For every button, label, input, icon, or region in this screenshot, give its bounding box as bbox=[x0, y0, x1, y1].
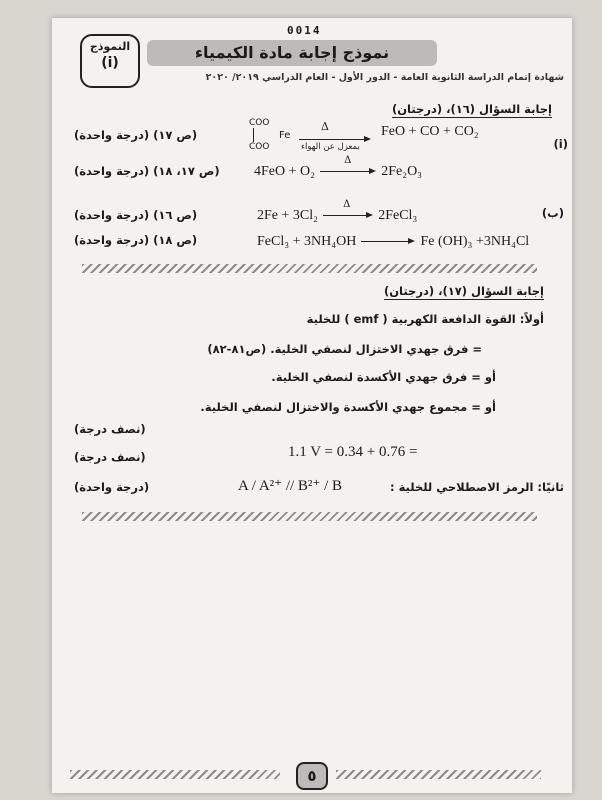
exam-subtitle: شهادة إتمام الدراسة الثانوية العامة - الدور الأول - العام الدراسي ٢٠١٩/ ٢٠٢٠ bbox=[205, 72, 564, 83]
ref-eq2: (ص ١٧، ١٨) (درجة واحدة) bbox=[74, 164, 220, 178]
q17-line3: أو = مجموع جهدي الأكسدة والاختزال لنصفي الخلية. bbox=[200, 400, 496, 414]
q17-line2: أو = فرق جهدي الأكسدة لنصفي الخلية. bbox=[271, 370, 496, 384]
one-mark: (درجة واحدة) bbox=[74, 480, 150, 494]
eq2-arrow: Δ bbox=[320, 165, 376, 177]
ref-eq4: (ص ١٨) (درجة واحدة) bbox=[74, 233, 198, 247]
q17-second: ثانيًا: الرمز الاصطلاحي للخلية : bbox=[389, 480, 564, 494]
arrow-note: بمعزل عن الهواء bbox=[301, 142, 360, 152]
ref-eq3: (ص ١٦) (درجة واحدة) bbox=[74, 208, 198, 222]
eq4-left: FeCl₃ + 3NH₄OH bbox=[257, 234, 357, 249]
cell-notation: A / A²⁺ // B²⁺ / B bbox=[238, 478, 343, 494]
half-mark-1: (نصف درجة) bbox=[74, 422, 146, 436]
model-value: (i) bbox=[101, 55, 119, 71]
footer-hatch-right bbox=[336, 770, 541, 779]
answer-sheet-page bbox=[52, 18, 572, 793]
model-badge bbox=[80, 34, 140, 88]
q16-heading: إجابة السؤال (١٦)، (درجتان) bbox=[391, 102, 552, 116]
page-title: نموذج إجابة مادة الكيمياء bbox=[147, 40, 437, 66]
half-mark-2: (نصف درجة) bbox=[74, 450, 146, 464]
equation-2 bbox=[254, 154, 423, 180]
section-divider-1 bbox=[82, 264, 537, 273]
page-number: ٥ bbox=[296, 762, 328, 790]
q16-part-b-label: (ب) bbox=[541, 206, 564, 220]
footer-hatch-left bbox=[70, 770, 280, 779]
equation-3 bbox=[257, 198, 418, 224]
reactant-metal: Fe bbox=[279, 130, 291, 141]
eq1-products: FeO + CO + CO₂ bbox=[381, 124, 479, 139]
q16-part-a-label: (i) bbox=[553, 137, 568, 151]
oxalate-bond-line bbox=[253, 128, 254, 142]
section-divider-2 bbox=[82, 512, 537, 521]
heat-symbol: Δ bbox=[321, 120, 329, 133]
eq4-arrow bbox=[361, 235, 415, 247]
eq4-right: Fe (OH)₃ +3NH₄Cl bbox=[420, 234, 530, 249]
equation-1 bbox=[249, 118, 509, 158]
eq2-left: 4FeO + O₂ bbox=[254, 164, 315, 179]
eq3-left: 2Fe + 3Cl₂ bbox=[257, 208, 319, 223]
emf-calculation: 1.1 V = 0.34 + 0.76 = bbox=[288, 444, 418, 460]
eq3-right: 2FeCl₃ bbox=[378, 208, 418, 223]
ref-eq1: (ص ١٧) (درجة واحدة) bbox=[74, 128, 198, 142]
reactant-bottom: COO bbox=[249, 142, 270, 152]
document-code: 0014 bbox=[287, 24, 322, 37]
equation-4 bbox=[257, 230, 529, 250]
reactant-top: COO bbox=[249, 118, 270, 128]
eq3-arrow: Δ bbox=[323, 209, 373, 221]
q17-line1: = فرق جهدي الاختزال لنصفي الخلية. (ص٨١-٨٢) bbox=[207, 342, 482, 356]
eq2-right: 2Fe₂O₃ bbox=[381, 164, 423, 179]
q17-first: أولاً: القوة الدافعة الكهربية ( emf ) للخلية bbox=[306, 312, 544, 326]
q17-heading: إجابة السؤال (١٧)، (درجتان) bbox=[383, 284, 544, 298]
model-label: النموذج bbox=[89, 40, 131, 53]
